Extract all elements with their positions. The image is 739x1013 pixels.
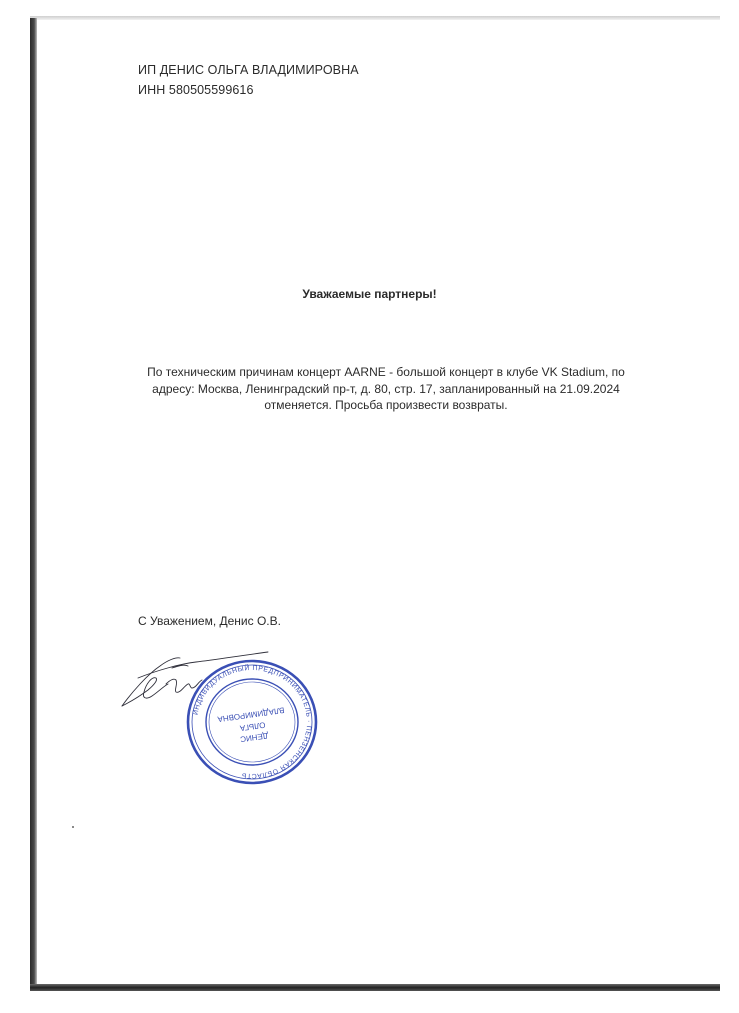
body-line-2: адресу: Москва, Ленинградский пр-т, д. 80, стр. 17, запланированный на 21.09.2024 (152, 381, 620, 396)
letter-body (120, 364, 652, 414)
scan-edge-left (30, 18, 37, 990)
scan-edge-bottom (30, 984, 720, 991)
stamp-center-line-3: ВЛАДИМИРОВНА (216, 705, 286, 724)
body-line-1: По техническим причинам концерт AARNE - большой концерт в клубе VK Stadium, по (147, 365, 625, 379)
scan-speck (72, 826, 74, 828)
stamp-center-line-1: ДЕНИС (239, 730, 269, 744)
stamp-seal (182, 657, 322, 787)
stamp-center-line-2: ОЛЬГА (239, 720, 267, 733)
closing-line: С Уважением, Денис О.В. (138, 614, 281, 628)
sender-inn: ИНН 580505599616 (138, 83, 254, 97)
body-line-3: отменяется. Просьба произвести возвраты. (264, 398, 508, 412)
sender-name: ИП ДЕНИС ОЛЬГА ВЛАДИМИРОВНА (138, 63, 359, 77)
paper-sheet (37, 20, 719, 984)
stamp-outer-text: ИНДИВИДУАЛЬНЫЙ ПРЕДПРИНИМАТЕЛЬ · ПЕНЗЕНСКАЯ ОБЛАСТЬ (192, 664, 313, 780)
sender-block (138, 60, 359, 100)
greeting: Уважаемые партнеры! (302, 287, 437, 301)
